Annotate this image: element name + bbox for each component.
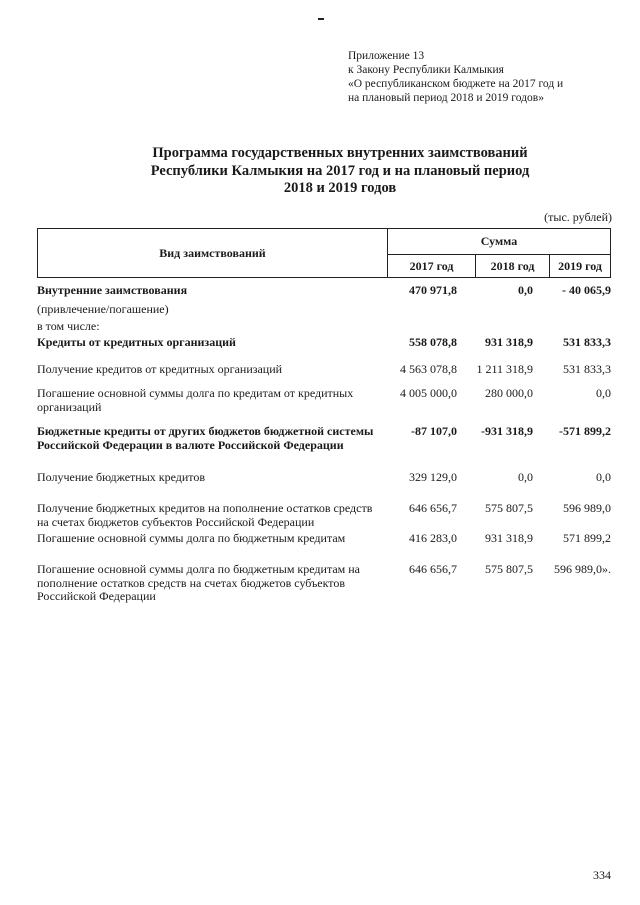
value-2019: 531 833,3 — [563, 335, 611, 349]
value-2017: 4 005 000,0 — [400, 386, 457, 400]
value-2017: 329 129,0 — [409, 470, 457, 484]
appendix-line-1: Приложение 13 — [348, 50, 425, 62]
header-sum: Сумма — [388, 229, 610, 255]
row-label: Внутренние заимствования — [37, 283, 188, 297]
appendix-line-2: к Закону Республики Калмыкия — [348, 64, 504, 76]
row-label: Получение кредитов от кредитных организаций — [37, 362, 283, 376]
value-2019: -571 899,2 — [559, 424, 611, 438]
header-kind: Вид заимствований — [38, 229, 388, 277]
row-label: Погашение основной суммы долга по бюджетным кредитам — [37, 531, 346, 545]
document-title — [110, 145, 570, 198]
value-2017: 470 971,8 — [409, 283, 457, 297]
scan-mark — [318, 18, 324, 20]
table-header — [37, 228, 611, 278]
title-line-3: 2018 и 2019 годов — [283, 180, 397, 196]
row-label: (привлечение/погашение) — [37, 302, 169, 316]
value-2019: - 40 065,9 — [562, 283, 611, 297]
value-2019: 0,0 — [596, 470, 611, 484]
value-2019: 0,0 — [596, 386, 611, 400]
row-label: Кредиты от кредитных организаций — [37, 335, 236, 349]
header-year-2018: 2018 год — [476, 255, 550, 277]
value-2019: 571 899,2 — [563, 531, 611, 545]
title-line-2: Республики Калмыкия на 2017 год и на плановый период — [150, 162, 530, 179]
value-2018: 1 211 318,9 — [476, 362, 533, 376]
value-2017: 646 656,7 — [409, 501, 457, 515]
header-year-2017: 2017 год — [388, 255, 476, 277]
value-2017: 416 283,0 — [409, 531, 457, 545]
value-2018: 575 807,5 — [485, 501, 533, 515]
row-label: в том числе: — [37, 319, 100, 333]
value-2019: 596 989,0». — [554, 562, 611, 576]
row-label: Погашение основной суммы долга по кредитам от кредитных организаций — [37, 386, 354, 414]
value-2017: 4 563 078,8 — [400, 362, 457, 376]
value-2018: 280 000,0 — [485, 386, 533, 400]
units-note: (тыс. рублей) — [544, 210, 612, 224]
header-year-2019: 2019 год — [558, 258, 602, 273]
value-2019: 531 833,3 — [563, 362, 611, 376]
value-2019: 596 989,0 — [563, 501, 611, 515]
value-2017: -87 107,0 — [411, 424, 457, 438]
appendix-line-4: на плановый период 2018 и 2019 годов» — [348, 92, 544, 104]
appendix-note — [348, 49, 610, 105]
row-label: Получение бюджетных кредитов — [37, 470, 206, 484]
value-2018: 0,0 — [518, 470, 533, 484]
title-line-1: Программа государственных внутренних заимствований — [152, 145, 528, 161]
value-2018: -931 318,9 — [481, 424, 533, 438]
value-2018: 931 318,9 — [485, 335, 533, 349]
appendix-line-3: «О республиканском бюджете на 2017 год и — [348, 78, 564, 90]
page-number: 334 — [593, 868, 611, 882]
row-label: Получение бюджетных кредитов на пополнение остатков средств на счетах бюджетов субъектов Российской Федерации — [37, 501, 373, 529]
row-label: Бюджетные кредиты от других бюджетов бюджетной системы Российской Федерации в валюте Российской Федерации — [37, 424, 374, 452]
row-label: Погашение основной суммы долга по бюджетным кредитам на пополнение остатков средств на счетах бюджетов субъектов Российской Федерации — [37, 562, 361, 603]
value-2017: 558 078,8 — [409, 335, 457, 349]
value-2017: 646 656,7 — [409, 562, 457, 576]
value-2018: 0,0 — [518, 283, 533, 297]
value-2018: 575 807,5 — [485, 562, 533, 576]
value-2018: 931 318,9 — [485, 531, 533, 545]
